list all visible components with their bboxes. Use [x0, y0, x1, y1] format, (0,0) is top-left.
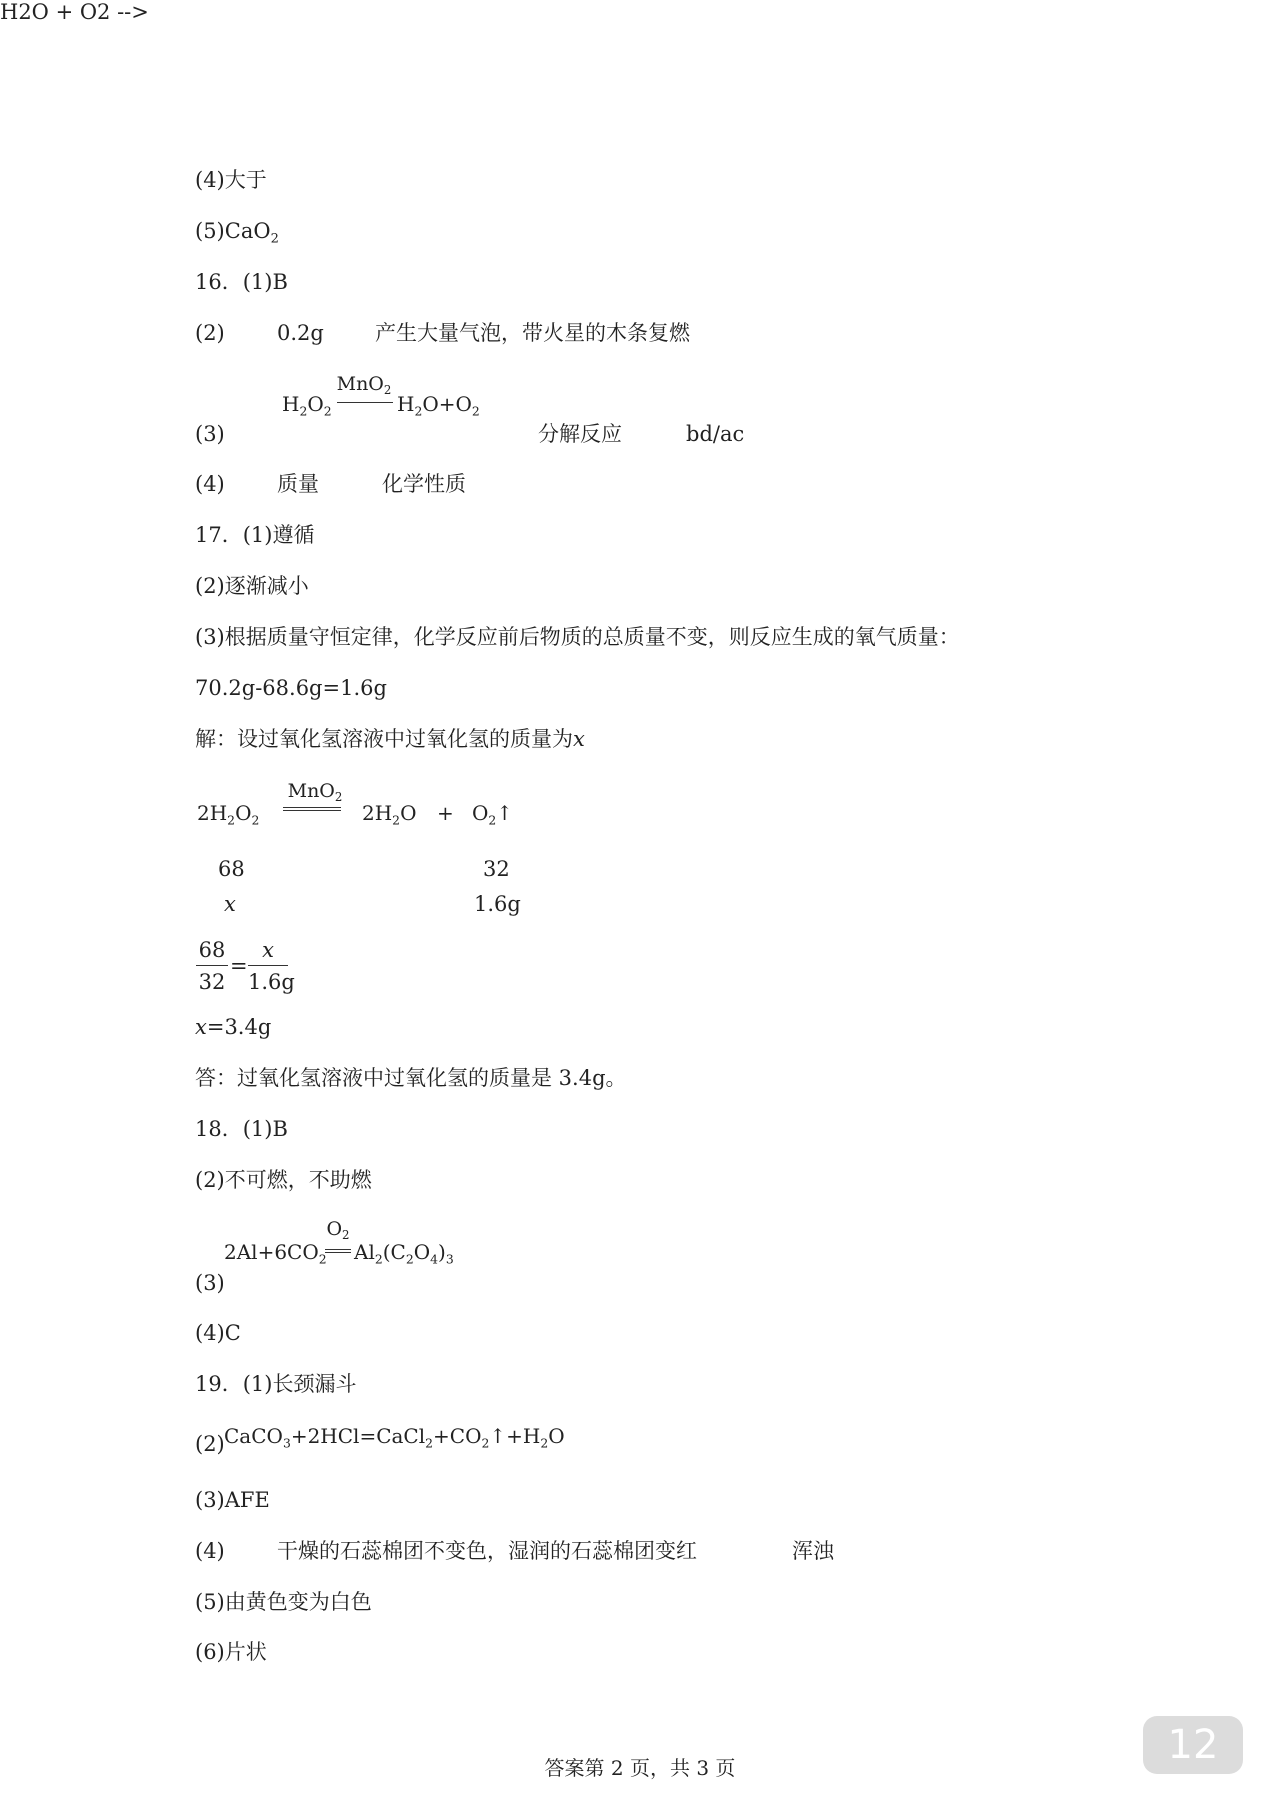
answer-line: 解：设过氧化氢溶液中过氧化氢的质量为x	[195, 727, 585, 751]
gas-arrow-icon: ↑	[496, 801, 514, 825]
answer-line: (6)片状	[195, 1640, 267, 1664]
answer-line: (2)不可燃，不助燃	[195, 1168, 372, 1192]
reaction-arrow	[337, 402, 393, 403]
reaction-equals	[283, 807, 341, 811]
answer-line: (2)	[195, 1432, 225, 1456]
fraction: $\frac{x}{1.6g}$	[248, 938, 295, 994]
reaction-equals	[325, 1249, 351, 1253]
fraction: $\frac{68}{32}$	[196, 938, 228, 994]
answer-line: (3)AFE	[195, 1488, 270, 1512]
chemical-equation: $2H_2O_2$	[197, 801, 260, 828]
calc-value: 32	[483, 857, 510, 881]
chemical-equation: $H_2O_2$	[282, 392, 332, 419]
equals-sign: =	[230, 954, 248, 978]
plus-sign: +	[437, 801, 454, 825]
reaction-condition: $O_2$	[326, 1218, 350, 1243]
question-heading: 16．(1)B	[195, 270, 288, 294]
chemical-equation: $2Al+6CO_2$	[224, 1240, 327, 1267]
answer-line: (5)由黄色变为白色	[195, 1590, 372, 1614]
answer-line: (2) 0.2g 产生大量气泡，带火星的木条复燃	[195, 321, 690, 345]
question-heading: 18．(1)B	[195, 1117, 288, 1141]
question-heading: 17．(1)遵循	[195, 523, 315, 547]
calc-value: 1.6g	[474, 892, 521, 916]
reaction-catalyst: MnO$_2$	[287, 780, 343, 805]
answer-line: (2)逐渐减小	[195, 574, 309, 598]
answer-line: (4) 质量 化学性质	[195, 472, 466, 496]
page-number-badge: 12	[1143, 1716, 1243, 1774]
reaction-catalyst: MnO$_2$	[336, 373, 392, 398]
answer-line: 答：过氧化氢溶液中过氧化氢的质量是 3.4g。	[195, 1066, 627, 1090]
answer-line: 70.2g-68.6g=1.6g	[195, 676, 387, 700]
answer-line: (3)	[195, 1271, 225, 1295]
answer-line: (4)C	[195, 1321, 241, 1345]
answer-line: (4)大于	[195, 168, 267, 192]
answer-line: (4) 干燥的石蕊棉团不变色，湿润的石蕊棉团变红 浑浊	[195, 1539, 834, 1563]
chemical-equation: $H_2O+O_2$	[397, 392, 480, 419]
answer-line: (3)根据质量守恒定律，化学反应前后物质的总质量不变，则反应生成的氧气质量：	[195, 625, 960, 649]
chemical-equation: $2H_2O$	[362, 801, 417, 828]
chemical-equation: $O_2↑$	[472, 801, 514, 828]
page-footer: 答案第 2 页，共 3 页	[544, 1756, 736, 1780]
answer-line: x=3.4g	[195, 1015, 272, 1039]
answer-line: (5)CaO$_2$	[195, 219, 279, 247]
calc-value: x	[224, 892, 236, 916]
question-heading: 19．(1)长颈漏斗	[195, 1372, 357, 1396]
answer-line: (3) 分解反应 bd/ac	[195, 422, 745, 446]
gas-arrow-icon: ↑	[489, 1424, 507, 1448]
chemical-equation: $CaCO_3+2HCl=CaCl_2+CO_2↑+H_2O$	[224, 1424, 565, 1451]
calc-value: 68	[218, 857, 245, 881]
chemical-equation: $Al_2(C_2O_4)_3$	[354, 1240, 454, 1267]
